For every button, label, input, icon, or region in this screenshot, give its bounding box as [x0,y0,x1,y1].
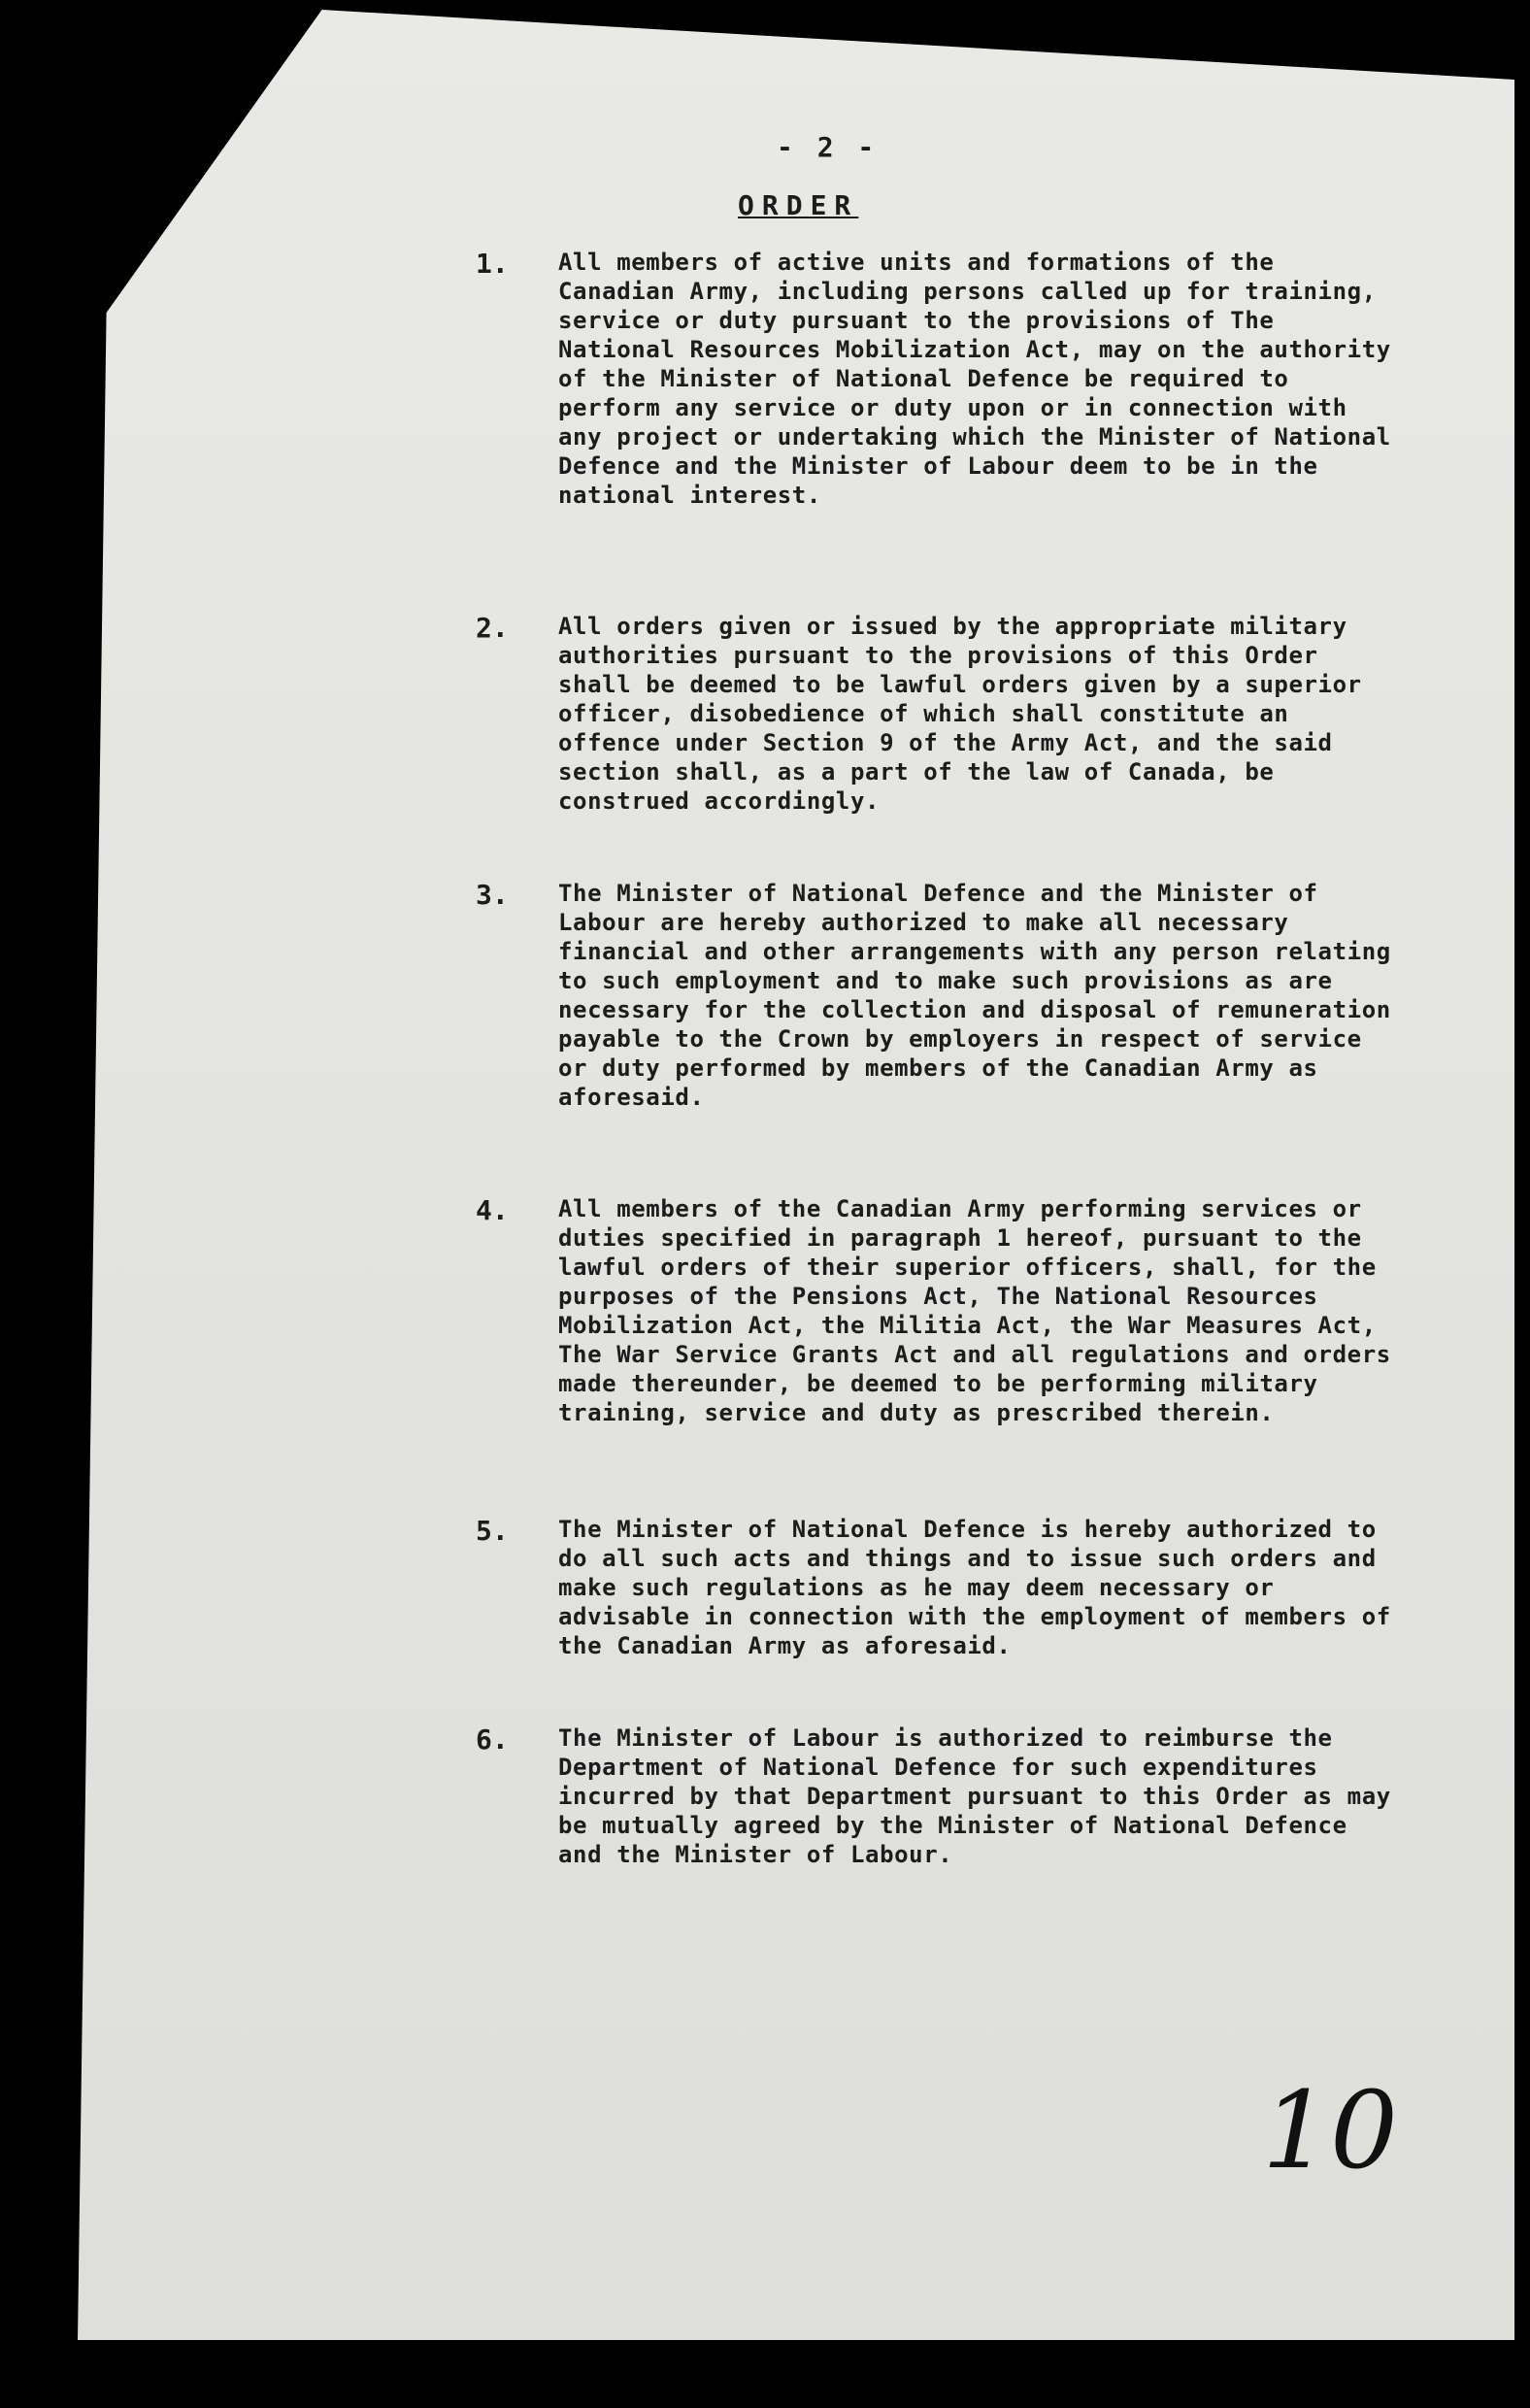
handwritten-page-number: 10 [1262,2068,1398,2192]
page-title: ORDER [738,189,859,221]
paragraph-number: 4. [476,1194,509,1226]
paragraph-number: 3. [476,879,509,911]
paragraph-text: The Minister of National Defence is hereby authorized to do all such acts and things and to issue such orders and make such regulations as he may deem necessary or advisable in connection with the employment of members of the Canadian Army as aforesaid. [558,1516,1391,1659]
paragraph-text: All members of the Canadian Army performing services or duties specified in paragraph 1 hereof, pursuant to the lawful orders of their superior officers, shall, for the purposes of the Pensions Act, The National Resources Mobilization Act, the Militia Act, the War Measures Act, The War Service Grants Act and all regulations and orders made thereunder, be deemed to be performing military training, service and duty as prescribed therein. [558,1195,1391,1426]
paragraph-text: All orders given or issued by the appropriate military authorities pursuant to the provisions of this Order shall be deemed to be lawful orders given by a superior officer, disobedience of which shall constitute an offence under Section 9 of the Army Act, and the said section shall, as a part of the law of Canada, be construed accordingly. [558,613,1362,815]
paragraph-number: 2. [476,612,509,644]
page-number: - 2 - [777,131,879,163]
paragraph-number: 1. [476,248,509,280]
paragraph-text: The Minister of Labour is authorized to reimburse the Department of National Defence for such expenditures incurred by that Department pursuant to this Order as may be mutually agreed by the Minister of National Defence and the Minister of Labour. [558,1724,1391,1868]
paragraph-text: All members of active units and formations of the Canadian Army, including persons called up for training, service or duty pursuant to the provisions of The National Resources Mobilization Act, may on the authority of the Minister of National Defence be required to perform any service or duty upon or in connection with any project or undertaking which the Minister of National Defence and the Minister of Labour deem to be in the national interest. [558,249,1391,509]
paragraph-text: The Minister of National Defence and the Minister of Labour are hereby authorized to make all necessary financial and other arrangements with any person relating to such employment and to make such provisions as are necessary for the collection and disposal of remuneration payable to the Crown by employers in respect of service or duty performed by members of the Canadian Army as aforesaid. [558,880,1391,1111]
paragraph-number: 6. [476,1723,509,1756]
paragraph-number: 5. [476,1515,509,1547]
